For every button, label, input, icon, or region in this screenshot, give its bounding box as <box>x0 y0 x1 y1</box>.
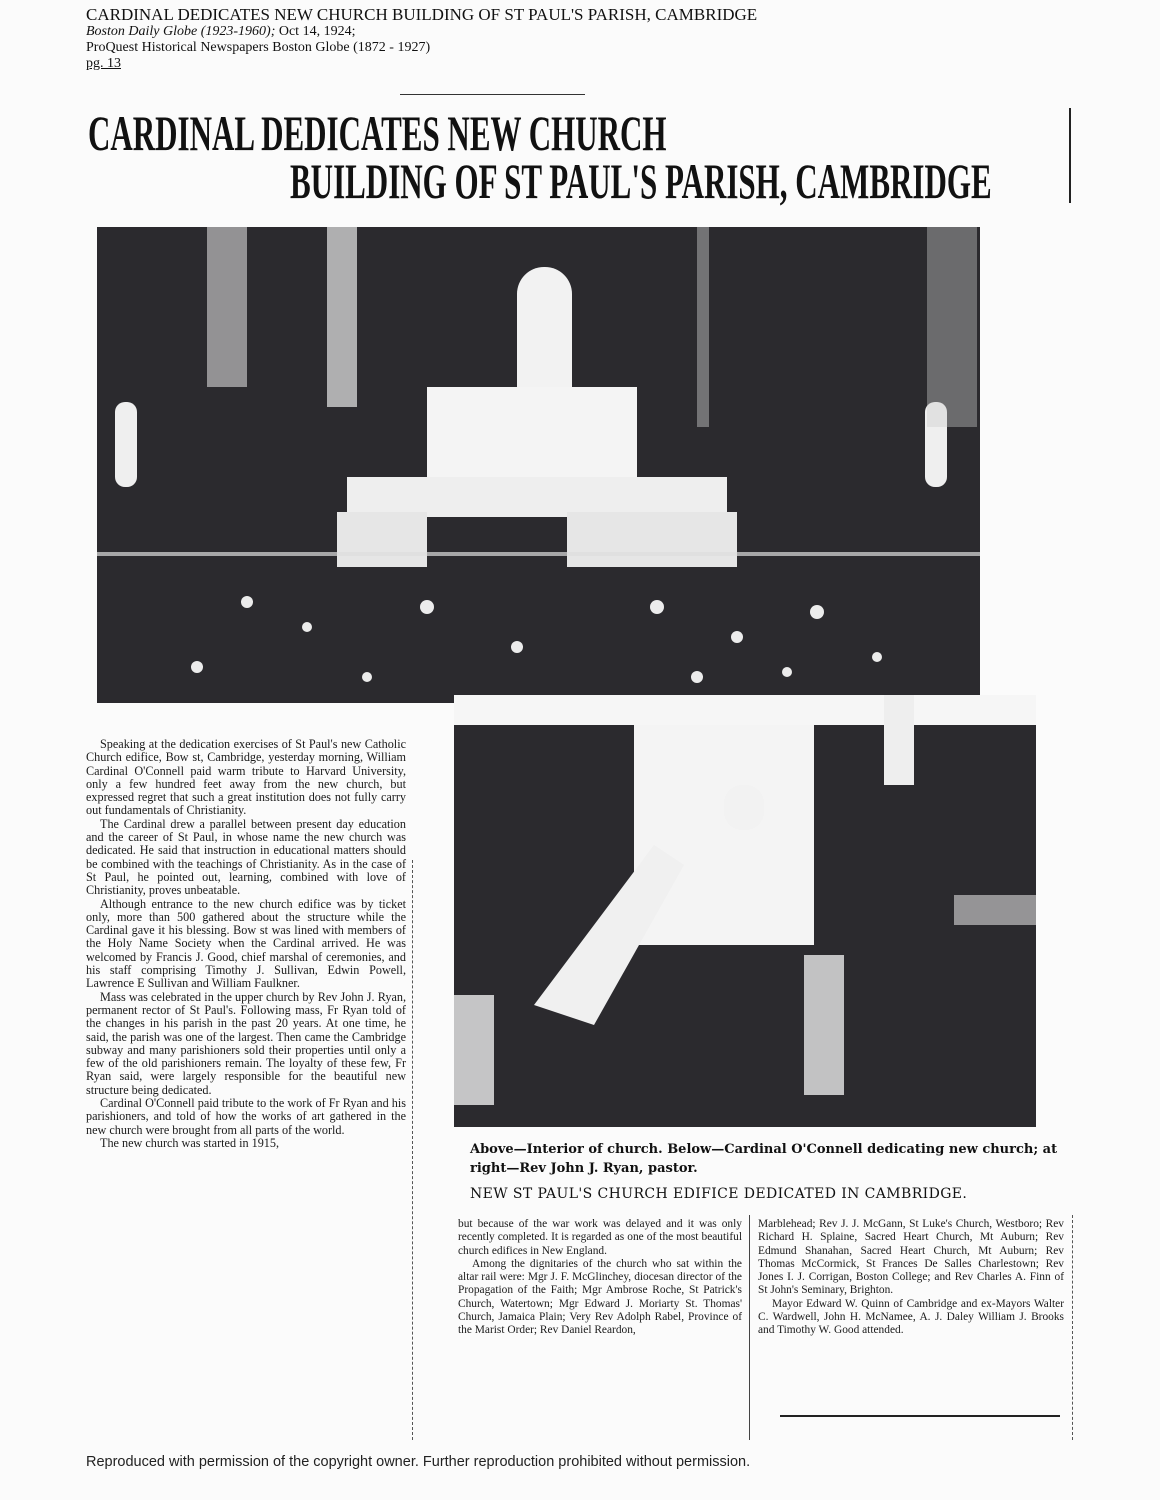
article-paragraph: The Cardinal drew a parallel between present day education and the career of St Paul, in whose name the new church was dedicated. He said that instruction in educational matters should be combined with the teachings of Christianity. As in the case of St Paul, he pointed out, learning, combined with love of Christianity, proves unbeatable. <box>86 816 406 898</box>
article-paragraph: Mass was celebrated in the upper church by Rev John J. Ryan, permanent rector of St Paul's. Following mass, Fr Ryan told of the changes in his parish in the past 20 years. At one time, he said, the parish was one of the largest. Then came the Cambridge subway and many parishioners sold their properties until only a few of the old parishioners remain. The loyalty of these few, Fr Ryan said, were largely responsible for the beautiful new structure being dedicated. <box>86 989 406 1097</box>
cardinal-dedicating-photo <box>454 695 1036 1127</box>
article-paragraph: The new church was started in 1915, <box>100 1135 280 1150</box>
photo-caption: Above—Interior of church. Below—Cardinal O'Connell dedicating new church; at right—Rev John J. Ryan, pastor. <box>470 1142 1058 1176</box>
citation-block <box>86 6 757 72</box>
citation-title: CARDINAL DEDICATES NEW CHURCH BUILDING OF ST PAUL'S PARISH, CAMBRIDGE <box>86 5 758 24</box>
headline-line-1: CARDINAL DEDICATES NEW CHURCH <box>88 105 667 161</box>
article-column-1 <box>86 738 406 1150</box>
column-divider <box>1072 1215 1074 1440</box>
column-divider <box>412 860 414 1440</box>
article-paragraph: Speaking at the dedication exercises of St Paul's new Catholic Church edifice, Bow st, Cambridge, yesterday morning, William Cardinal O'Connell paid warm tribute to Harvard University, only a few hundred feet away from the new church, but expressed regret that such a great institution does not fully carry out fundamentals of Christianity. <box>86 737 406 818</box>
article-end-rule <box>780 1415 1060 1417</box>
citation-page: pg. 13 <box>86 56 121 71</box>
article-paragraph: but because of the war work was delayed and it was only recently completed. It is regarded as one of the most beautiful church edifices in New England. <box>458 1218 742 1257</box>
photo-subhead: NEW ST PAUL'S CHURCH EDIFICE DEDICATED IN CAMBRIDGE. <box>470 1186 968 1202</box>
article-paragraph: Mayor Edward W. Quinn of Cambridge and ex-Mayors Walter C. Wardwell, John H. McNamee, A. J. Daley William J. Brooks and Timothy W. Good attended. <box>758 1297 1064 1337</box>
interior-photo-art <box>97 227 980 703</box>
article-paragraph: Although entrance to the new church edifice was by ticket only, more than 500 gathered about the structure while the Cardinal gave it his blessing. Bow st was lined with members of the Holy Name Society when the Cardinal arrived. He was welcomed by Francis J. Good, chief marshal of ceremonies, and his staff comprising Timothy J. Sullivan, Edwin Powell, Lawrence E Sullivan and William Faulkner. <box>86 896 406 991</box>
citation-publication: Boston Daily Globe (1923-1960); <box>86 24 276 39</box>
headline-line-2: BUILDING OF ST PAUL'S PARISH, CAMBRIDGE <box>290 153 992 209</box>
citation-source <box>86 24 757 40</box>
article-paragraph: Cardinal O'Connell paid tribute to the work of Fr Ryan and his parishioners, and told of how the works of art gathered in the new church were brought from all parts of the world. <box>86 1096 406 1137</box>
article-paragraph: Marblehead; Rev J. J. McGann, St Luke's Church, Westboro; Rev Richard H. Splaine, Sacred Heart Church, Mt Auburn; Rev Edmund Shanahan, Sacred Heart Church, Mt Auburn; Rev Thomas McCormick, St Frances De Salles Charlestown; Rev Jones I. J. Corrigan, Boston College; and Rev Charles A. Finn of St John's Seminary, Brighton. <box>758 1218 1064 1297</box>
citation-database: ProQuest Historical Newspapers Boston Globe (1872 - 1927) <box>86 40 431 55</box>
interior-of-church-photo <box>97 227 980 703</box>
top-rule <box>400 94 585 95</box>
cardinal-photo-art <box>454 695 1036 1127</box>
article-paragraph: Among the dignitaries of the church who sat within the altar rail were: Mgr J. F. McGlinchey, diocesan director of the Propagation of the Faith; Mgr Ambrose Roche, St Patrick's Church, Watertown; Mgr Edward J. Moriarty St. Thomas' Church, Jamaica Plain; Very Rev Adolph Rabel, Province of the Marist Order; Rev Daniel Reardon, <box>458 1257 742 1337</box>
article-column-3 <box>758 1218 1064 1338</box>
article-column-2 <box>458 1218 742 1338</box>
citation-date: Oct 14, 1924; <box>275 24 356 39</box>
copyright-notice: Reproduced with permission of the copyright owner. Further reproduction prohibited without permission. <box>86 1454 751 1470</box>
column-divider <box>749 1215 751 1440</box>
headline-rule <box>1069 108 1071 203</box>
